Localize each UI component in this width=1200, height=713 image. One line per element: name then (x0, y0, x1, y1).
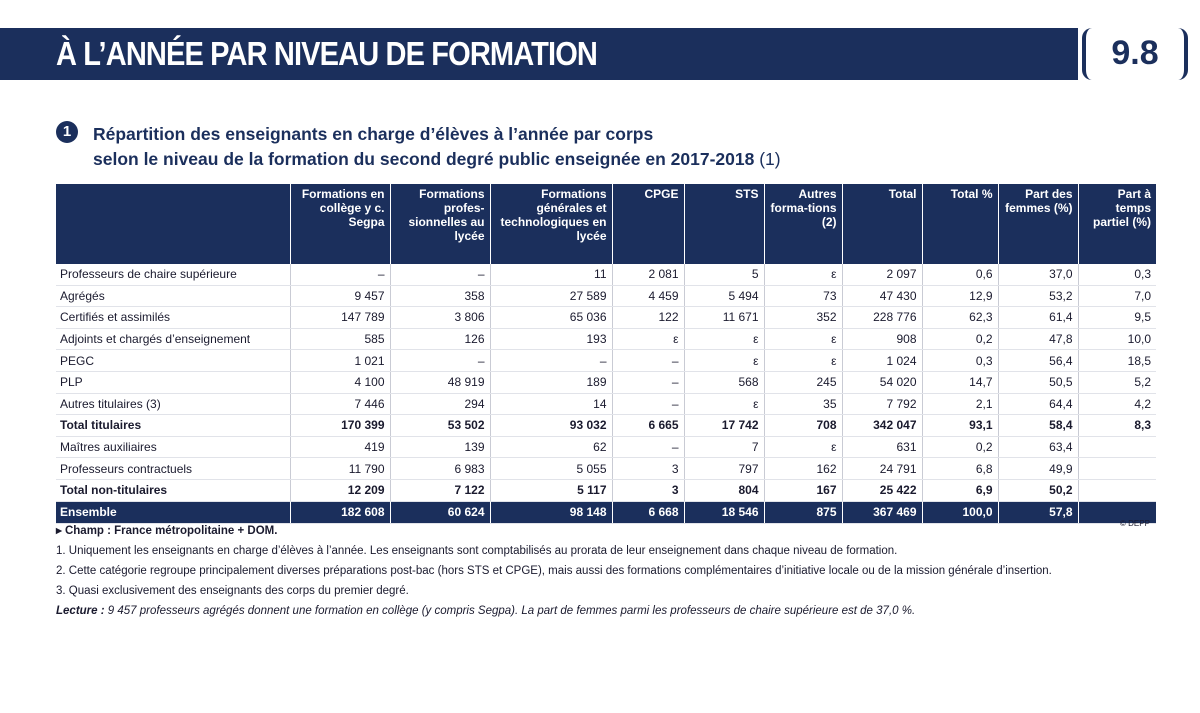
table-cell: 12,9 (922, 285, 998, 307)
table-cell: 585 (290, 328, 390, 350)
table-cell: 1 021 (290, 350, 390, 372)
table-cell: 62,3 (922, 307, 998, 329)
table-cell: 122 (612, 307, 684, 329)
row-label: Agrégés (56, 285, 290, 307)
table-cell: 3 (612, 458, 684, 480)
table-cell: ε (684, 393, 764, 415)
lecture-text: 9 457 professeurs agrégés donnent une formation en collège (y compris Segpa). La part de femmes parmi les professeurs de chaire supérieure est de 37,0 %. (107, 605, 916, 617)
table-cell: 419 (290, 436, 390, 458)
table-cell: 65 036 (490, 307, 612, 329)
table-cell: 56,4 (998, 350, 1078, 372)
table-cell: – (390, 350, 490, 372)
table-cell: 631 (842, 436, 922, 458)
subtotal-row (56, 415, 1156, 437)
table-cell: 0,6 (922, 264, 998, 285)
table-cell: 4 459 (612, 285, 684, 307)
section-number-box (1082, 28, 1188, 80)
table-cell: 7 122 (390, 479, 490, 501)
row-label: Professeurs de chaire supérieure (56, 264, 290, 285)
column-header: Formations en collège y c. Segpa (290, 184, 390, 264)
row-label: Autres titulaires (3) (56, 393, 290, 415)
table-cell: 11 (490, 264, 612, 285)
table-cell: 25 422 (842, 479, 922, 501)
table-cell: 9 457 (290, 285, 390, 307)
table-cell: 228 776 (842, 307, 922, 329)
figure-number-badge: 1 (56, 121, 78, 143)
table-cell: ε (764, 264, 842, 285)
table-cell: – (612, 371, 684, 393)
table-cell: 50,5 (998, 371, 1078, 393)
table-cell: 7 (684, 436, 764, 458)
table-cell (1078, 458, 1156, 480)
figure-title-line2 (93, 147, 781, 172)
table-cell: 5 055 (490, 458, 612, 480)
table-cell: 7,0 (1078, 285, 1156, 307)
row-label: PLP (56, 371, 290, 393)
table-cell (1078, 479, 1156, 501)
table-row (56, 458, 1156, 480)
column-header: Total % (922, 184, 998, 264)
row-label: Ensemble (56, 501, 290, 523)
notes-block (56, 521, 1166, 621)
table-row (56, 307, 1156, 329)
note-champ: ▸ Champ : France métropolitaine + DOM. (56, 525, 278, 537)
table-cell: – (612, 393, 684, 415)
data-table (56, 184, 1156, 524)
table-cell: 73 (764, 285, 842, 307)
column-header (56, 184, 290, 264)
table-cell: 7 446 (290, 393, 390, 415)
table-cell: 6,8 (922, 458, 998, 480)
table-row (56, 371, 1156, 393)
row-label: Total titulaires (56, 415, 290, 437)
table-cell: 53 502 (390, 415, 490, 437)
table-cell: ε (764, 436, 842, 458)
table-row (56, 285, 1156, 307)
table-row (56, 393, 1156, 415)
table-cell: 352 (764, 307, 842, 329)
column-header: Autres forma-tions (2) (764, 184, 842, 264)
table-cell: 367 469 (842, 501, 922, 523)
table-cell: – (612, 436, 684, 458)
table-cell: 170 399 (290, 415, 390, 437)
table-row (56, 264, 1156, 285)
table-cell: 0,2 (922, 436, 998, 458)
note-1: 1. Uniquement les enseignants en charge d’élèves à l’année. Les enseignants sont comptabilisés au prorata de leur enseignement dans chaque niveau de formation. (56, 545, 898, 557)
table-cell: 126 (390, 328, 490, 350)
table-cell: 5 (684, 264, 764, 285)
table-cell: 35 (764, 393, 842, 415)
table-cell: 568 (684, 371, 764, 393)
column-header: Formations générales et technologiques en lycée (490, 184, 612, 264)
header-row (56, 184, 1156, 264)
row-label: Certifiés et assimilés (56, 307, 290, 329)
table-cell: 4,2 (1078, 393, 1156, 415)
table-cell: 63,4 (998, 436, 1078, 458)
table-cell: ε (764, 350, 842, 372)
table-cell: 182 608 (290, 501, 390, 523)
table-cell: 27 589 (490, 285, 612, 307)
table-cell: – (490, 350, 612, 372)
table-cell: – (390, 264, 490, 285)
table-cell: 24 791 (842, 458, 922, 480)
table-cell: 11 671 (684, 307, 764, 329)
table-cell: 6 983 (390, 458, 490, 480)
table-cell: 93 032 (490, 415, 612, 437)
table-cell: 147 789 (290, 307, 390, 329)
table-cell: 358 (390, 285, 490, 307)
table-cell: ε (684, 350, 764, 372)
lecture-label: Lecture : (56, 605, 105, 617)
table-cell: 60 624 (390, 501, 490, 523)
table-row (56, 436, 1156, 458)
table-cell: 3 806 (390, 307, 490, 329)
table-cell: 12 209 (290, 479, 390, 501)
figure-title (93, 122, 781, 172)
table-cell: 875 (764, 501, 842, 523)
table-cell: ε (764, 328, 842, 350)
table-cell: 48 919 (390, 371, 490, 393)
table-cell: 61,4 (998, 307, 1078, 329)
table-cell: 11 790 (290, 458, 390, 480)
row-label: Total non-titulaires (56, 479, 290, 501)
subtotal-row (56, 479, 1156, 501)
table-cell: 8,3 (1078, 415, 1156, 437)
note-2: 2. Cette catégorie regroupe principalement diverses préparations post-bac (hors STS et CPGE), mais aussi des formations complémentaires d’initiative locale ou de la mission générale d’insertion. (56, 565, 1052, 577)
table-cell: 17 742 (684, 415, 764, 437)
table-cell: 49,9 (998, 458, 1078, 480)
table-cell: 9,5 (1078, 307, 1156, 329)
table-cell: 54 020 (842, 371, 922, 393)
table-cell: 167 (764, 479, 842, 501)
column-header: Part des femmes (%) (998, 184, 1078, 264)
table-cell: 18 546 (684, 501, 764, 523)
figure-title-line2-text: selon le niveau de la formation du second degré public enseignée en 2017-2018 (93, 149, 755, 169)
table-row (56, 350, 1156, 372)
chapter-banner (0, 28, 1078, 80)
table-cell: 2 081 (612, 264, 684, 285)
table-cell: 245 (764, 371, 842, 393)
row-label: Adjoints et chargés d’enseignement (56, 328, 290, 350)
source-credit: © DEPP (1120, 519, 1150, 528)
table-cell: 708 (764, 415, 842, 437)
table-cell: 47,8 (998, 328, 1078, 350)
table-cell: 5 494 (684, 285, 764, 307)
note-lecture (56, 601, 1166, 621)
table-cell: 53,2 (998, 285, 1078, 307)
table-cell: 62 (490, 436, 612, 458)
table-cell: 100,0 (922, 501, 998, 523)
table-cell: 64,4 (998, 393, 1078, 415)
table-cell: 1 024 (842, 350, 922, 372)
table-cell: 98 148 (490, 501, 612, 523)
table-cell: 3 (612, 479, 684, 501)
row-label: Maîtres auxiliaires (56, 436, 290, 458)
table-cell: 7 792 (842, 393, 922, 415)
table-cell: 57,8 (998, 501, 1078, 523)
table-cell: 6 668 (612, 501, 684, 523)
table-cell: 5,2 (1078, 371, 1156, 393)
table-cell: 50,2 (998, 479, 1078, 501)
table-cell: 18,5 (1078, 350, 1156, 372)
table-cell: ε (684, 328, 764, 350)
table-cell: – (290, 264, 390, 285)
row-label: PEGC (56, 350, 290, 372)
note-3: 3. Quasi exclusivement des enseignants des corps du premier degré. (56, 585, 409, 597)
table-cell: 4 100 (290, 371, 390, 393)
table-cell: 93,1 (922, 415, 998, 437)
table-cell: 14,7 (922, 371, 998, 393)
table-cell: 342 047 (842, 415, 922, 437)
column-header: Total (842, 184, 922, 264)
table-cell: 189 (490, 371, 612, 393)
table-cell: 14 (490, 393, 612, 415)
column-header: STS (684, 184, 764, 264)
column-header: CPGE (612, 184, 684, 264)
table-cell: 0,2 (922, 328, 998, 350)
column-header: Formations profes-sionnelles au lycée (390, 184, 490, 264)
table-cell (1078, 436, 1156, 458)
table-cell: 2,1 (922, 393, 998, 415)
row-label: Professeurs contractuels (56, 458, 290, 480)
table-cell: 804 (684, 479, 764, 501)
table-cell: 294 (390, 393, 490, 415)
table-cell: 10,0 (1078, 328, 1156, 350)
table-cell: – (612, 350, 684, 372)
table-cell: 797 (684, 458, 764, 480)
figure-title-note: (1) (759, 149, 781, 169)
table-cell: 139 (390, 436, 490, 458)
table-cell: 0,3 (922, 350, 998, 372)
banner-title: À L’ANNÉE PAR NIVEAU DE FORMATION (56, 35, 598, 72)
table-cell: 0,3 (1078, 264, 1156, 285)
section-number: 9.8 (1111, 34, 1159, 72)
figure-title-line1: Répartition des enseignants en charge d’élèves à l’année par corps (93, 124, 654, 144)
table-row (56, 328, 1156, 350)
table-cell: ε (612, 328, 684, 350)
total-ensemble-row (56, 501, 1156, 523)
column-header: Part à temps partiel (%) (1078, 184, 1156, 264)
table-cell: 58,4 (998, 415, 1078, 437)
table-cell: 6,9 (922, 479, 998, 501)
table-cell: 908 (842, 328, 922, 350)
table-cell: 6 665 (612, 415, 684, 437)
table-cell: 162 (764, 458, 842, 480)
table-cell: 2 097 (842, 264, 922, 285)
table-cell: 193 (490, 328, 612, 350)
table-cell: 37,0 (998, 264, 1078, 285)
table-cell: 47 430 (842, 285, 922, 307)
table-cell: 5 117 (490, 479, 612, 501)
